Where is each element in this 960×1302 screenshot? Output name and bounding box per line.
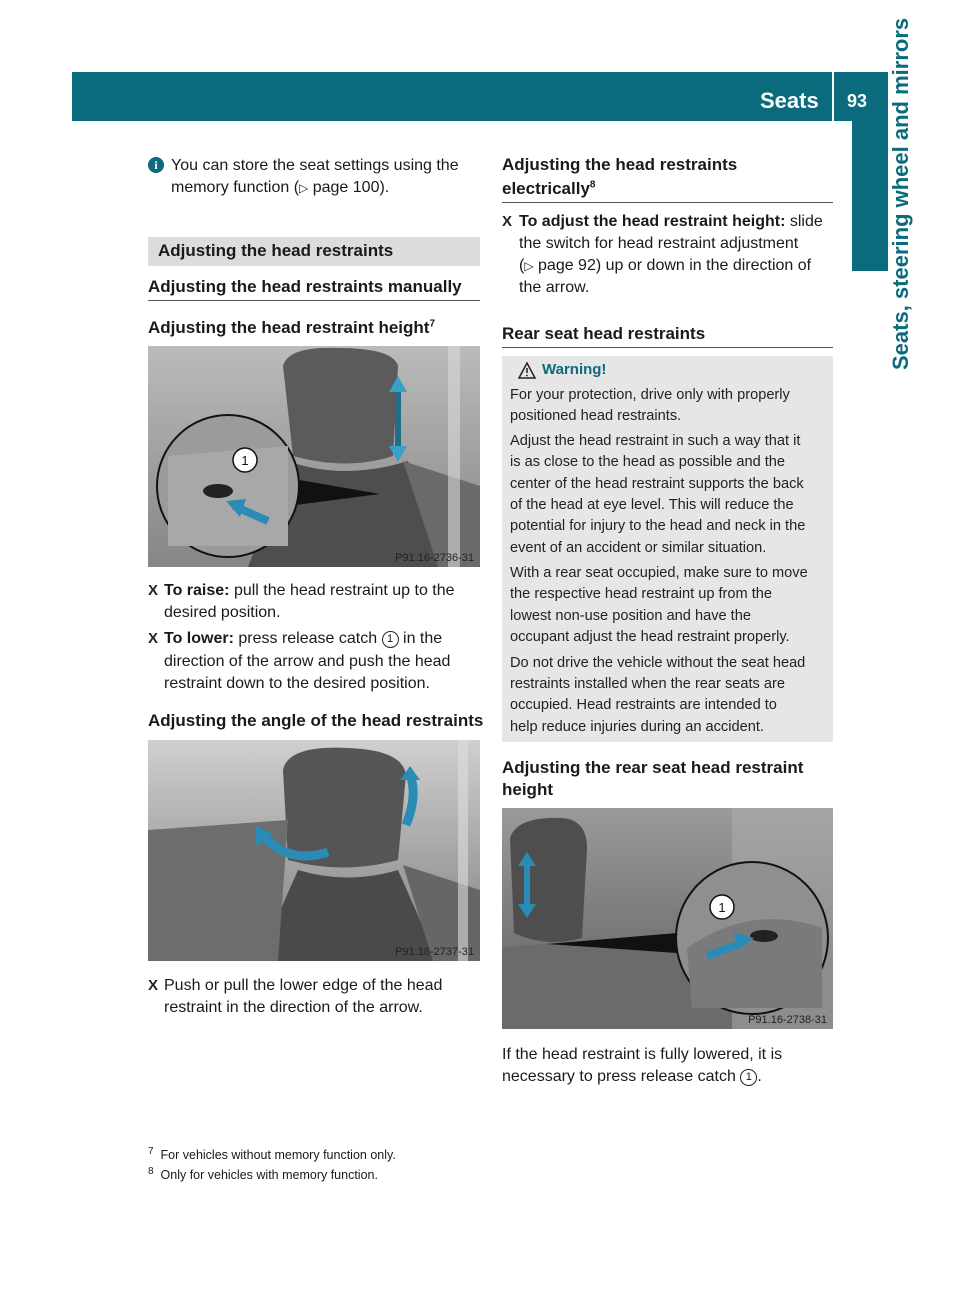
push-step-line-2: restraint in the direction of the arrow.: [164, 999, 423, 1016]
adjust-step-line-1: To adjust the head restraint height: slide: [519, 213, 823, 230]
header-divider: [832, 72, 834, 121]
step-marker-icon: X: [502, 213, 513, 230]
electric-heading-line-1: Adjusting the head restraints: [502, 155, 738, 174]
page-title: Seats: [760, 88, 819, 113]
image-code: P91.16-2737-31: [395, 946, 474, 958]
step-marker-icon: X: [148, 977, 159, 994]
section-heading-box: [148, 237, 480, 266]
adjust-step-line-3: (▷ page 92) up or down in the direction of: [519, 257, 812, 274]
warning-line: occupied. Head restraints are intended to: [510, 697, 777, 713]
callout-1: 1: [718, 900, 726, 915]
chapter-tab: [852, 121, 888, 271]
rear-headrest-illustration: [502, 808, 833, 1029]
info-icon: i: [148, 157, 164, 173]
lower-step-line-2: direction of the arrow and push the head: [164, 653, 451, 670]
angle-heading: Adjusting the angle of the head restraints: [148, 711, 484, 730]
section-heading: Adjusting the head restraints: [158, 241, 394, 260]
warning-line: positioned head restraints.: [510, 408, 682, 424]
rear-heading: Rear seat head restraints: [502, 324, 706, 343]
warning-line: center of the head restraint supports the back: [510, 476, 804, 492]
headrest-height-illustration: [148, 346, 480, 567]
raise-step-line-1: To raise: pull the head restraint up to the: [164, 582, 455, 599]
warning-line: the respective head restraint up from the: [510, 586, 773, 602]
height-heading: Adjusting the head restraint height$^7$: [148, 318, 436, 337]
page-ref-arrow-icon: ▷: [299, 181, 309, 195]
adjust-step-line-4: the arrow.: [519, 279, 590, 296]
heading-rule: [502, 347, 833, 348]
image-code: P91.16-2736-31: [395, 552, 474, 564]
warning-line: Do not drive the vehicle without the seat head: [510, 655, 806, 671]
step-marker-icon: X: [148, 630, 159, 647]
lower-step-line-1: To lower: press release catch 1 in the: [164, 630, 443, 647]
adjust-step-line-2: the switch for head restraint adjustment: [519, 235, 799, 252]
headrest-height-image: [148, 346, 480, 567]
callout-1-ref: 1: [382, 631, 399, 648]
push-step-line-1: Push or pull the lower edge of the head: [164, 977, 443, 994]
footnote-7: $^7$ For vehicles without memory function only.: [148, 1145, 396, 1162]
warning-line: help reduce injuries during an accident.: [510, 719, 764, 735]
warning-box: [502, 356, 833, 742]
callout-1: 1: [241, 453, 249, 468]
electric-heading-line-2: electrically$^8$: [502, 179, 596, 198]
page-ref-arrow-icon: ▷: [524, 259, 534, 273]
chapter-title: Seats, steering wheel and mirrors: [888, 17, 913, 370]
warning-line: occupant adjust the head restraint properly.: [510, 629, 790, 645]
warning-title: Warning!: [542, 361, 607, 378]
rear-headrest-image: [502, 808, 833, 1029]
step-marker-icon: X: [148, 582, 159, 599]
headrest-angle-image: [148, 740, 480, 961]
warning-line: Adjust the head restraint in such a way that it: [510, 433, 801, 449]
page-number: 93: [847, 91, 868, 111]
heading-rule: [502, 202, 833, 203]
image-code: P91.16-2738-31: [748, 1014, 827, 1026]
footnote-8: $^8$ Only for vehicles with memory function.: [148, 1165, 378, 1182]
warning-line: is as close to the head as possible and the: [510, 454, 786, 470]
warning-line: lowest non-use position and have the: [510, 608, 751, 624]
heading-rule: [148, 300, 480, 301]
info-line-1: You can store the seat settings using the: [171, 157, 459, 174]
fully-lowered-line-2: necessary to press release catch 1 .: [502, 1068, 762, 1085]
subsection-heading: Adjusting the head restraints manually: [148, 277, 462, 296]
callout-1-ref: 1: [740, 1069, 757, 1086]
raise-step-line-2: desired position.: [164, 604, 281, 621]
headrest-angle-illustration: [148, 740, 480, 961]
warning-line: restraints installed when the rear seats are: [510, 676, 785, 692]
rear-height-heading-line-1: Adjusting the rear seat head restraint: [502, 758, 804, 777]
warning-line: event of an accident or similar situation.: [510, 540, 767, 556]
fully-lowered-line-1: If the head restraint is fully lowered, it is: [502, 1046, 783, 1063]
warning-line: For your protection, drive only with properly: [510, 387, 790, 403]
warning-line: With a rear seat occupied, make sure to move: [510, 565, 808, 581]
warning-line: potential for injury to the head and neck in the: [510, 518, 806, 534]
warning-triangle-icon: [518, 362, 536, 379]
warning-line: of the head at eye level. This will reduce the: [510, 497, 794, 513]
rear-height-heading-line-2: height: [502, 780, 553, 799]
lower-step-line-3: restraint down to the desired position.: [164, 675, 430, 692]
info-line-2: memory function (▷ page 100).: [171, 179, 390, 196]
